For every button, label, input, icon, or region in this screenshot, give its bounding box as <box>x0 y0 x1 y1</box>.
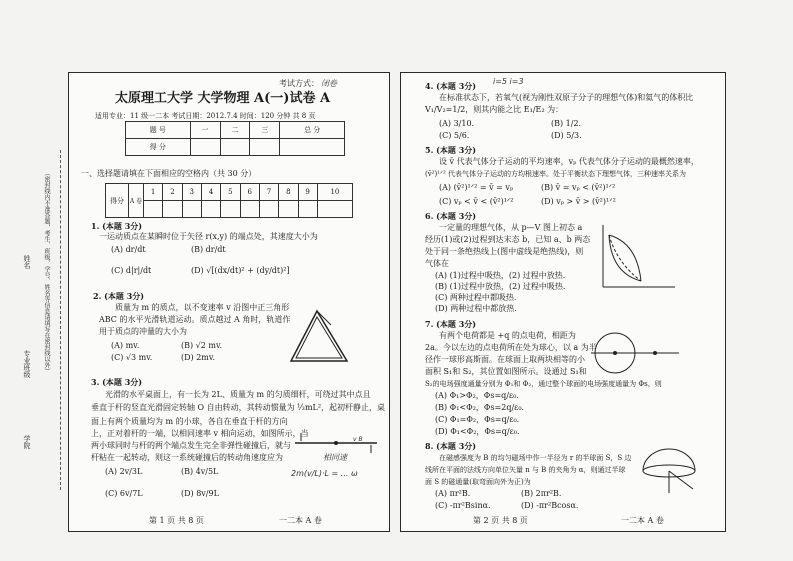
q5-option-d: (D) vₚ > v̄ > (v̄²)¹ᐟ² <box>541 197 616 206</box>
q3-line: 上，正对着杆的一端，以相同速率 v 相向运动，如图所示，当 <box>91 429 309 438</box>
q8-line: 面 S 的磁通量(取弯面向外为正)为 <box>425 478 531 486</box>
q3-option-a: (A) 2v/3L <box>105 467 143 476</box>
q4-option-b: (B) 1/2. <box>551 119 582 128</box>
q7-head: 7. (本题 3分) <box>425 319 477 329</box>
right-page-tag: 一二本 A 卷 <box>621 516 664 525</box>
q6-option-d: (D) 两种过程中都放热. <box>435 304 517 313</box>
q5-head: 5. (本题 3分) <box>425 145 477 155</box>
q5-line: 设 v̄ 代表气体分子运动的平均速率，vₚ 代表气体分子运动的最概然速率， <box>439 157 699 166</box>
answer-score-label: 得分 <box>106 184 129 218</box>
score-table <box>125 121 345 156</box>
q7-line: 径作一球形高斯面。在球面上取两块相等的小 <box>425 355 585 364</box>
answer-number: 9 <box>298 184 317 201</box>
q7-line: 2a。今以左边的点电荷所在处为球心，以 a 为半 <box>425 343 597 352</box>
q6-line: 经历(1)或(2)过程到达末态 b，已知 a、b 两态 <box>425 235 591 244</box>
side-college: 学院 <box>23 435 31 449</box>
q7-option-c: (C) Φ₁=Φ₂，Φs=q/ε₀. <box>435 415 520 424</box>
q3-note-speed: 相同速 <box>323 453 347 462</box>
answer-table <box>105 183 353 218</box>
answer-number: 5 <box>221 184 240 201</box>
score-header-cell: 题 号 <box>126 122 191 139</box>
q6-line: 气体在 <box>425 259 449 268</box>
answer-number: 2 <box>163 184 182 201</box>
q1-option-b: (B) dr/dt <box>191 245 226 254</box>
q2-line: 用于质点的冲量的大小为 <box>99 327 187 336</box>
q3-note-calc: 2m(v/L)·L = ... ω <box>291 469 358 478</box>
seal-line <box>60 150 61 490</box>
answer-number: 10 <box>317 184 352 201</box>
exam-page-2 <box>400 72 726 532</box>
q7-line: 有两个电荷都是 +q 的点电荷，相距为 <box>439 331 576 340</box>
q8-line: 线所在平面的法线方向单位矢量 n 与 B 的夹角为 α，则通过半球 <box>425 466 626 474</box>
exam-page-1 <box>68 72 390 532</box>
q1-option-a: (A) dr/dt <box>111 245 146 254</box>
side-major: 专业班级 <box>23 350 31 378</box>
q1-option-c: (C) d|r|/dt <box>111 266 152 275</box>
gauss-sphere-diagram <box>591 329 681 377</box>
side-name: 姓名 <box>23 255 31 269</box>
answer-number: 1 <box>144 184 163 201</box>
right-page-number: 第 2 页 共 8 页 <box>473 516 528 525</box>
score-header-cell: 三 <box>250 122 280 139</box>
answer-number: 8 <box>279 184 298 201</box>
q6-line: 处于同一条绝热线上(图中虚线是绝热线)，则 <box>425 247 584 256</box>
hemisphere-diagram <box>637 445 707 495</box>
score-header-cell: 一 <box>190 122 220 139</box>
q3-line: 面上有两个质量均为 m 的小球，各自在垂直于杆的方向 <box>91 417 288 426</box>
q7-option-b: (B) Φ₁<Φ₂，Φs=2q/ε₀. <box>435 403 525 412</box>
q7-line: S₂的电场强度通量分别为 Φ₁和 Φ₂，通过整个球面的电场强度通量为 Φs，则 <box>425 380 662 388</box>
exam-title: 太原理工大学 大学物理 A(一)试卷 A <box>115 91 331 106</box>
q5-option-b: (B) v̄ = vₚ < (v̄²)¹ᐟ² <box>541 183 616 192</box>
q4-option-d: (D) 5/3. <box>551 131 582 140</box>
pv-diagram <box>597 223 677 293</box>
q3-line: 垂直于杆的竖直光滑固定转轴 O 自由转动，其转动惯量为 ⅓mL²，起初杆静止，桌 <box>91 403 386 412</box>
q2-option-a: (A) mv. <box>111 341 140 350</box>
answer-number: 7 <box>259 184 278 201</box>
q2-line: 质量为 m 的质点，以不变速率 v 沿图中正三角形 <box>115 303 290 312</box>
score-header-cell: 二 <box>220 122 250 139</box>
q7-line: 面积 S₁和 S₂，其位置如图所示。设通过 S₁和 <box>425 367 587 376</box>
q8-option-d: (D) -πr²Bcosα. <box>521 501 579 510</box>
rod-diagram <box>291 429 381 453</box>
q7-option-d: (D) Φ₁<Φ₂，Φs=q/ε₀. <box>435 427 520 436</box>
q8-head: 8. (本题 3分) <box>425 441 477 451</box>
exam-mode-value: 闭卷 <box>321 79 337 88</box>
q8-option-b: (B) 2πr²B. <box>521 489 562 498</box>
q5-option-c: (C) vₚ < v̄ < (v̄²)¹ᐟ² <box>439 197 514 206</box>
q8-option-a: (A) πr²B. <box>435 489 471 498</box>
left-page-tag: 一二本 A 卷 <box>279 516 322 525</box>
q3-line: 杆粘在一起转动，则这一系统碰撞后的转动角速度应为 <box>91 453 283 462</box>
q2-option-c: (C) √3 mv. <box>111 353 153 362</box>
q6-option-a: (A) (1)过程中吸热，(2) 过程中放热. <box>435 271 566 280</box>
q4-head: 4. (本题 3分) <box>425 81 477 91</box>
q3-option-c: (C) 6v/7L <box>105 489 143 498</box>
q3-line: 两小球同时与杆的两个端点发生完全非弹性碰撞后，就与 <box>91 441 291 450</box>
answer-number: 4 <box>201 184 220 201</box>
q3-head: 3. (本题 3分) <box>91 377 143 387</box>
q8-line: 在磁感强度为 B 的均匀磁场中作一半径为 r 的半球面 S，S 边 <box>439 454 632 462</box>
q1-option-d: (D) √[(dx/dt)² + (dy/dt)²] <box>191 266 290 275</box>
q7-option-a: (A) Φ₁>Φ₂，Φs=q/ε₀. <box>435 391 519 400</box>
score-row-label: 得 分 <box>126 139 191 156</box>
answer-paper-label: A 卷 <box>129 184 144 218</box>
q2-line: ABC 的水平光滑轨道运动。质点越过 A 角时，轨道作 <box>99 315 291 324</box>
answer-number: 3 <box>182 184 201 201</box>
q6-line: 一定量的理想气体，从 p—V 图上初态 a <box>439 223 583 232</box>
q3-option-b: (B) 4v/5L <box>181 467 219 476</box>
q2-head: 2. (本题 3分) <box>93 291 145 301</box>
q6-option-c: (C) 两种过程中都吸热. <box>435 293 517 302</box>
q1-text: 一运动质点在某瞬时位于矢径 r(x,y) 的端点处，其速度大小为 <box>99 232 318 241</box>
q4-note: i=5 i=3 <box>493 77 524 86</box>
q6-head: 6. (本题 3分) <box>425 211 477 221</box>
section1-title: 一、选择题请填在下面相应的空格内（共 30 分） <box>81 169 257 178</box>
score-header-cell: 总 分 <box>280 122 345 139</box>
q5-option-a: (A) (v̄²)¹ᐟ² = v̄ = vₚ <box>439 183 514 192</box>
q3-option-d: (D) 8v/9L <box>181 489 219 498</box>
q2-option-d: (D) 2mv. <box>181 353 215 362</box>
q3-note-vb: v B <box>353 436 363 443</box>
exam-mode-label: 考试方式： <box>279 79 319 88</box>
triangle-abc-diagram <box>287 309 357 369</box>
q3-line: 光滑的水平桌面上，有一长为 2L、质量为 m 的匀质细杆，可绕过其中点且 <box>105 390 371 399</box>
q5-line: (v̄²)¹ᐟ² 代表气体分子运动的方均根速率。处于平衡状态下理想气体，三种速率关系为 <box>425 170 687 178</box>
q2-option-b: (B) √2 mv. <box>181 341 223 350</box>
left-page-number: 第 1 页 共 8 页 <box>149 516 204 525</box>
answer-number: 6 <box>240 184 259 201</box>
q4-line: 在标准状态下，若氧气(视为刚性双原子分子的理想气体)和氦气的体积比 <box>439 93 694 102</box>
q4-option-a: (A) 3/10. <box>439 119 475 128</box>
q1-head: 1. (本题 3分) <box>91 221 143 231</box>
side-notice: （密封线内不准答题，考生、班级、学号、姓名等信息请填写在密封线以外） <box>43 170 50 374</box>
q8-option-c: (C) -πr²Bsinα. <box>435 501 491 510</box>
exam-info: 适用专业：11 级一二本 考试日期：2012.7.4 时间：120 分钟 共 8 页 <box>95 112 316 120</box>
q4-option-c: (C) 5/6. <box>439 131 470 140</box>
q4-line: V₁/V₂=1/2，则其内能之比 E₁/E₂ 为： <box>425 105 564 114</box>
q6-option-b: (B) (1)过程中放热，(2) 过程中吸热. <box>435 282 566 291</box>
